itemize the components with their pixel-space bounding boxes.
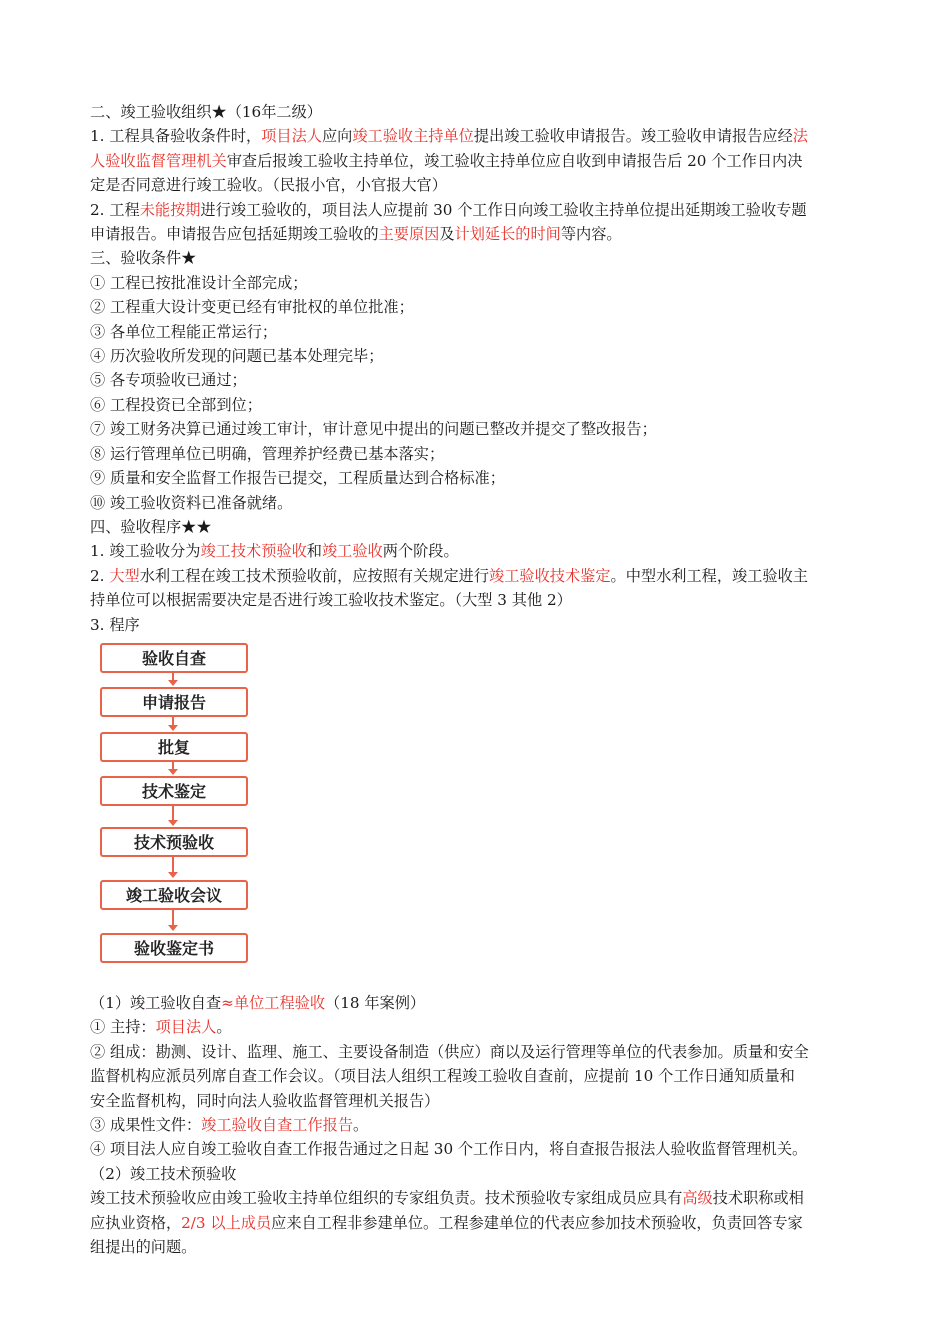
paragraph-stages: 1. 竣工验收分为竣工技术预验收和竣工验收两个阶段。 <box>90 542 459 561</box>
highlight: 高级 <box>682 1189 713 1208</box>
flow-arrow-head <box>168 925 178 931</box>
flow-step-acceptance-meeting: 竣工验收会议 <box>100 880 248 910</box>
condition-item: ④ 历次验收所发现的问题已基本处理完毕； <box>90 347 384 366</box>
highlight: 竣工验收自查工作报告 <box>201 1115 354 1134</box>
condition-item: ⑨ 质量和安全监督工作报告已提交，工程质量达到合格标准； <box>90 469 505 488</box>
subsection-title-self-check: （1）竣工验收自查≈单位工程验收（18 年案例） <box>90 993 426 1012</box>
highlight: 计划延长的时间 <box>454 225 561 244</box>
condition-item: ⑥ 工程投资已全部到位； <box>90 395 262 414</box>
highlight: 竣工技术预验收 <box>200 542 307 561</box>
document-page <box>90 100 890 1259</box>
paragraph-delay: 2. 工程未能按期进行竣工验收的，项目法人应提前 30 个工作日向竣工验收主持单位提出延期竣工验收专题 申请报告。申请报告应包括延期竣工验收的主要原因及计划延长的时间等内容。 <box>90 200 807 244</box>
condition-item: ① 工程已按批准设计全部完成； <box>90 273 308 292</box>
condition-item: ⑤ 各专项验收已通过； <box>90 371 247 390</box>
flow-step-technical-appraisal: 技术鉴定 <box>100 776 248 806</box>
condition-item: ⑦ 竣工财务决算已通过竣工审计，审计意见中提出的问题已整改并提交了整改报告； <box>90 420 657 439</box>
condition-item: ③ 各单位工程能正常运行； <box>90 322 278 341</box>
self-check-deliverable: ③ 成果性文件：竣工验收自查工作报告。 <box>90 1115 369 1134</box>
highlight: 2/3 以上成员 <box>181 1213 272 1232</box>
flow-step-technical-pre-acceptance: 技术预验收 <box>100 827 248 857</box>
highlight: ≈单位工程验收 <box>221 993 326 1012</box>
subsection-title-pre-acceptance: （2）竣工技术预验收 <box>90 1164 237 1183</box>
highlight: 竣工验收主持单位 <box>352 127 474 146</box>
paragraph-application: 1. 工程具备验收条件时，项目法人应向竣工验收主持单位提出竣工验收申请报告。竣工验收申请报告应经法 人验收监督管理机关审查后报竣工验收主持单位，竣工验收主持单位应自收到申请报告后 20 个工作日内决 定是否同意进行竣工验收。（民报小官，小官报大官） <box>90 127 808 195</box>
highlight: 竣工验收 <box>321 542 383 561</box>
paragraph-technical-appraisal: 2. 大型水利工程在竣工技术预验收前，应按照有关规定进行竣工验收技术鉴定。中型水利工程，竣工验收主 持单位可以根据需要决定是否进行竣工验收技术鉴定。（大型 3 其他 2） <box>90 566 808 610</box>
flow-step-appraisal-certificate: 验收鉴定书 <box>100 933 248 963</box>
highlight: 未能按期 <box>139 200 201 219</box>
flow-arrow-head <box>168 820 178 826</box>
flow-arrow-head <box>168 680 178 686</box>
highlight: 项目法人 <box>261 127 322 146</box>
paragraph-pre-acceptance: 竣工技术预验收应由竣工验收主持单位组织的专家组负责。技术预验收专家组成员应具有高级技术职称或相 应执业资格，2/3 以上成员应来自工程非参建单位。工程参建单位的代表应参加技术预验收，负责回答专家 组提出的问题。 <box>90 1189 804 1256</box>
flow-step-approval: 批复 <box>100 732 248 762</box>
flow-step-self-check: 验收自查 <box>100 643 248 673</box>
self-check-submission: ④ 项目法人应自竣工验收自查工作报告通过之日起 30 个工作日内，将自查报告报法人验收监督管理机关。 <box>90 1140 808 1159</box>
procedure-label: 3. 程序 <box>90 615 140 634</box>
highlight: 主要原因 <box>378 225 440 244</box>
flow-arrow-head <box>168 725 178 731</box>
condition-item: ② 工程重大设计变更已经有审批权的单位批准； <box>90 298 414 317</box>
flow-step-application: 申请报告 <box>100 687 248 717</box>
highlight: 大型 <box>109 566 140 585</box>
condition-item: ⑧ 运行管理单位已明确，管理养护经费已基本落实； <box>90 444 445 463</box>
self-check-composition: ② 组成：勘测、设计、监理、施工、主要设备制造（供应）商以及运行管理等单位的代表参加。质量和安全 监督机构应派员列席自查工作会议。（项目法人组织工程竣工验收自查前，应提前 10 个工作日通知质量和 安全监督机构，同时向法人验收监督管理机关报告） <box>90 1042 809 1110</box>
section-heading-acceptance-conditions: 三、验收条件★ <box>90 249 197 268</box>
condition-item: ⑩ 竣工验收资料已准备就绪。 <box>90 493 293 512</box>
highlight: 竣工验收技术鉴定 <box>489 566 611 585</box>
self-check-host: ① 主持：项目法人。 <box>90 1018 232 1037</box>
highlight: 人验收监督管理机关 <box>90 151 227 170</box>
section-heading-acceptance-procedure: 四、验收程序★★ <box>90 517 212 536</box>
procedure-flowchart <box>90 639 890 989</box>
flow-arrow-head <box>168 769 178 775</box>
highlight: 项目法人 <box>155 1018 217 1037</box>
flow-arrow-head <box>168 872 178 878</box>
section-heading-acceptance-organization: 二、竣工验收组织★（16年二级） <box>90 103 322 121</box>
highlight: 法 <box>792 127 808 146</box>
